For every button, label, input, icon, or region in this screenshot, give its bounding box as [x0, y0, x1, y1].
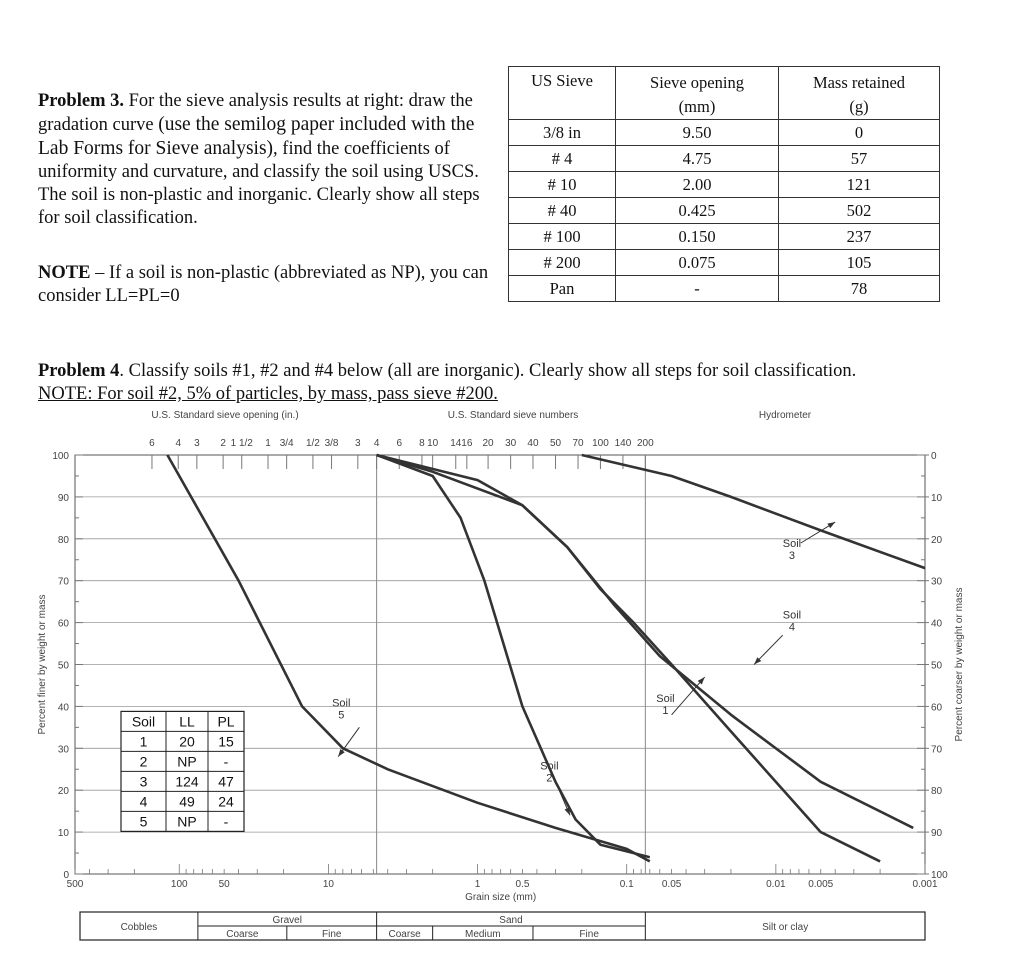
sieve-table-row	[509, 276, 941, 302]
soil-curve	[582, 455, 925, 568]
curve-label: Soil	[540, 760, 559, 773]
x-tick-label: 0.001	[912, 879, 938, 890]
sieve-name-cell: # 10	[509, 172, 616, 198]
y2-tick-label: 20	[931, 534, 943, 546]
y-tick-label: 40	[57, 702, 69, 714]
curve-label: Soil	[782, 609, 802, 622]
soil-table-cell: -	[223, 813, 229, 830]
header-mass-retained: Mass retained (g)	[779, 67, 940, 120]
number-sieve-label: 200	[636, 438, 654, 449]
x-tick-label: 10	[322, 879, 334, 890]
sieve-opening-cell: 0.150	[616, 224, 779, 250]
soil-table-header: Soil	[131, 713, 156, 730]
curve-arrowhead	[564, 807, 569, 815]
class-gravel-coarse: Coarse	[226, 929, 259, 940]
y-tick-label: 100	[52, 451, 69, 462]
sieve-name-cell: # 200	[509, 250, 616, 276]
number-sieve-label: 8	[419, 438, 425, 449]
curve-label: Soil	[782, 538, 802, 551]
problem-3-note	[38, 262, 498, 308]
problem-3-text-b: (use the semilog paper included with the Lab Forms for Sieve analysis)	[38, 114, 475, 159]
sieve-opening-cell: 0.075	[616, 250, 779, 276]
y2-axis-label: Percent coarser by weight or mass	[954, 587, 965, 742]
number-sieve-label: 140	[614, 438, 632, 449]
problem-4-text-body: . Classify soils #1, #2 and #4 below (all are inorganic). Clearly show all steps for soil classification.	[119, 361, 857, 381]
class-gravel: Gravel	[272, 915, 302, 926]
gradation-chart	[0, 404, 1024, 969]
problem-3-label: Problem 3.	[38, 91, 124, 111]
class-sand: Sand	[499, 915, 523, 926]
number-sieve-label: 20	[482, 438, 494, 449]
sieve-opening-cell: 4.75	[616, 146, 779, 172]
curve-label: 3	[788, 550, 796, 563]
class-sand-fine: Fine	[579, 929, 599, 940]
y-tick-label: 50	[57, 660, 69, 672]
y2-tick-label: 60	[931, 702, 943, 714]
x-tick-label: 500	[66, 879, 84, 890]
curve-label: Soil	[656, 693, 675, 706]
sieve-opening-cell: 9.50	[616, 120, 779, 146]
mass-retained-cell: 121	[779, 172, 940, 198]
y-tick-label: 70	[57, 576, 69, 588]
class-sand-coarse: Coarse	[388, 929, 421, 940]
hydrometer-header: Hydrometer	[758, 410, 812, 421]
sieve-table-row	[509, 250, 941, 276]
x-tick-label: 50	[218, 879, 230, 890]
sieve-opening-cell: -	[616, 276, 779, 302]
sieve-name-cell: 3/8 in	[509, 120, 616, 146]
mass-retained-cell: 78	[779, 276, 940, 302]
sieve-table-row	[509, 198, 941, 224]
soil-table-cell: -	[223, 753, 229, 770]
soil-table-header: PL	[217, 713, 235, 730]
y-tick-label: 20	[57, 786, 69, 798]
soil-table-cell: NP	[177, 813, 197, 830]
soil-table-cell: 3	[139, 773, 148, 790]
y-tick-label: 90	[57, 492, 69, 504]
problem-3-text-c: , find the coefficients of uniformity and curvature, and classify the soil using USCS. The soil is non-plastic and inorganic.	[38, 139, 479, 205]
sieve-opening-cell: 2.00	[616, 172, 779, 198]
curve-label: 2	[546, 772, 553, 785]
soil-table-cell: 124	[175, 773, 199, 790]
inch-sieve-label: 1 1/2	[230, 438, 253, 449]
sieve-table-row	[509, 172, 941, 198]
number-sieve-label: 4	[373, 438, 380, 449]
note-text: – If a soil is non-plastic (abbreviated as NP), you can consider LL=PL=0	[38, 263, 489, 306]
soil-curve	[377, 455, 880, 861]
soil-table-cell: 24	[218, 793, 234, 810]
sieve-table-row	[509, 120, 941, 146]
class-cobbles: Cobbles	[120, 922, 158, 933]
soil-curve	[377, 455, 650, 857]
curve-arrowhead	[827, 522, 835, 528]
inch-sieve-label: 1/2	[305, 438, 320, 449]
number-sieve-label: 70	[572, 438, 584, 449]
y2-tick-label: 100	[931, 870, 948, 881]
y2-tick-label: 10	[931, 492, 943, 504]
x-axis-label: Grain size (mm)	[465, 892, 537, 903]
sieve-table-row	[509, 224, 941, 250]
inch-sieve-label: 6	[149, 438, 155, 449]
x-tick-label: 100	[170, 879, 188, 890]
number-sieve-label: 50	[549, 438, 562, 449]
y-tick-label: 10	[57, 828, 69, 840]
inch-sieve-label: 4	[175, 438, 182, 449]
x-tick-label: 1	[474, 879, 481, 890]
soil-table-cell: 15	[218, 733, 234, 750]
header-us-sieve: US Sieve	[509, 67, 616, 120]
x-tick-label: 0.01	[766, 879, 786, 890]
inch-sieve-header: U.S. Standard sieve opening (in.)	[151, 410, 299, 421]
note-label: NOTE	[38, 263, 91, 283]
soil-table-cell: 5	[139, 813, 148, 830]
y2-tick-label: 80	[931, 786, 943, 798]
header-sieve-opening: Sieve opening (mm)	[616, 67, 779, 120]
soil-table-cell: 20	[179, 733, 195, 750]
inch-sieve-label: 2	[220, 438, 226, 449]
sieve-opening-cell: 0.425	[616, 198, 779, 224]
problem-4-text	[38, 360, 998, 406]
sieve-name-cell: # 40	[509, 198, 616, 224]
y2-tick-label: 50	[931, 660, 943, 672]
sieve-results-table	[508, 66, 941, 302]
problem-3-text-a: For the sieve analysis results at right: draw the gradation curve	[38, 91, 473, 135]
number-sieve-label: 3	[355, 438, 361, 449]
number-sieve-label: 100	[592, 438, 609, 449]
soil-table-cell: 2	[139, 753, 148, 770]
y2-tick-label: 40	[931, 618, 943, 630]
class-sand-medium: Medium	[465, 929, 501, 940]
y2-tick-label: 70	[931, 744, 943, 756]
problem-4-note: NOTE: For soil #2, 5% of particles, by mass, pass sieve #200.	[38, 384, 498, 404]
y-tick-label: 80	[57, 534, 69, 546]
y2-tick-label: 90	[931, 828, 943, 840]
x-tick-label: 0.005	[808, 879, 834, 890]
inch-sieve-label: 1	[265, 438, 271, 449]
x-tick-label: 0.05	[661, 879, 682, 890]
mass-retained-cell: 0	[779, 120, 940, 146]
inch-sieve-label: 3	[194, 438, 200, 449]
y-tick-label: 30	[57, 744, 69, 756]
soil-table-cell: 1	[139, 733, 148, 750]
soil-table-cell: NP	[177, 753, 197, 770]
sieve-table-row	[509, 146, 941, 172]
curve-label: 4	[788, 621, 796, 634]
number-sieve-label: 6	[396, 438, 403, 449]
soil-table-cell: 47	[218, 773, 234, 790]
soil-table-cell: 4	[139, 793, 148, 810]
y-tick-label: 0	[63, 870, 69, 881]
sieve-name-cell: # 100	[509, 224, 616, 250]
problem-4-label: Problem 4	[38, 361, 120, 381]
y-axis-label: Percent finer by weight or mass	[37, 594, 48, 735]
x-tick-label: 0.1	[619, 879, 634, 890]
soil-table-cell: 49	[179, 793, 195, 810]
y2-tick-label: 30	[931, 576, 943, 588]
mass-retained-cell: 237	[779, 224, 940, 250]
number-sieve-label: 16	[461, 438, 473, 449]
class-gravel-fine: Fine	[321, 929, 342, 940]
sieve-name-cell: # 4	[509, 146, 616, 172]
problem-3-text	[38, 90, 498, 230]
y2-tick-label: 0	[931, 451, 937, 462]
curve-label: 5	[338, 709, 345, 722]
sieve-name-cell: Pan	[509, 276, 616, 302]
y-tick-label: 60	[57, 618, 69, 630]
number-sieve-label: 30	[505, 438, 517, 449]
curve-label: Soil	[332, 697, 351, 710]
mass-retained-cell: 105	[779, 250, 940, 276]
x-tick-label: 0.5	[515, 879, 530, 890]
number-sieve-label: 40	[527, 438, 539, 449]
inch-sieve-label: 3/8	[324, 438, 339, 449]
number-sieve-header: U.S. Standard sieve numbers	[447, 410, 579, 421]
number-sieve-label: 10	[427, 438, 439, 449]
mass-retained-cell: 57	[779, 146, 940, 172]
mass-retained-cell: 502	[779, 198, 940, 224]
curve-label: 1	[662, 705, 669, 718]
class-silt-clay: Silt or clay	[762, 922, 809, 933]
problem-3-text-d: Clearly show all steps for soil classification.	[38, 185, 480, 228]
soil-table-header: LL	[179, 713, 195, 730]
inch-sieve-label: 3/4	[279, 438, 294, 449]
number-sieve-label: 14	[450, 438, 462, 449]
